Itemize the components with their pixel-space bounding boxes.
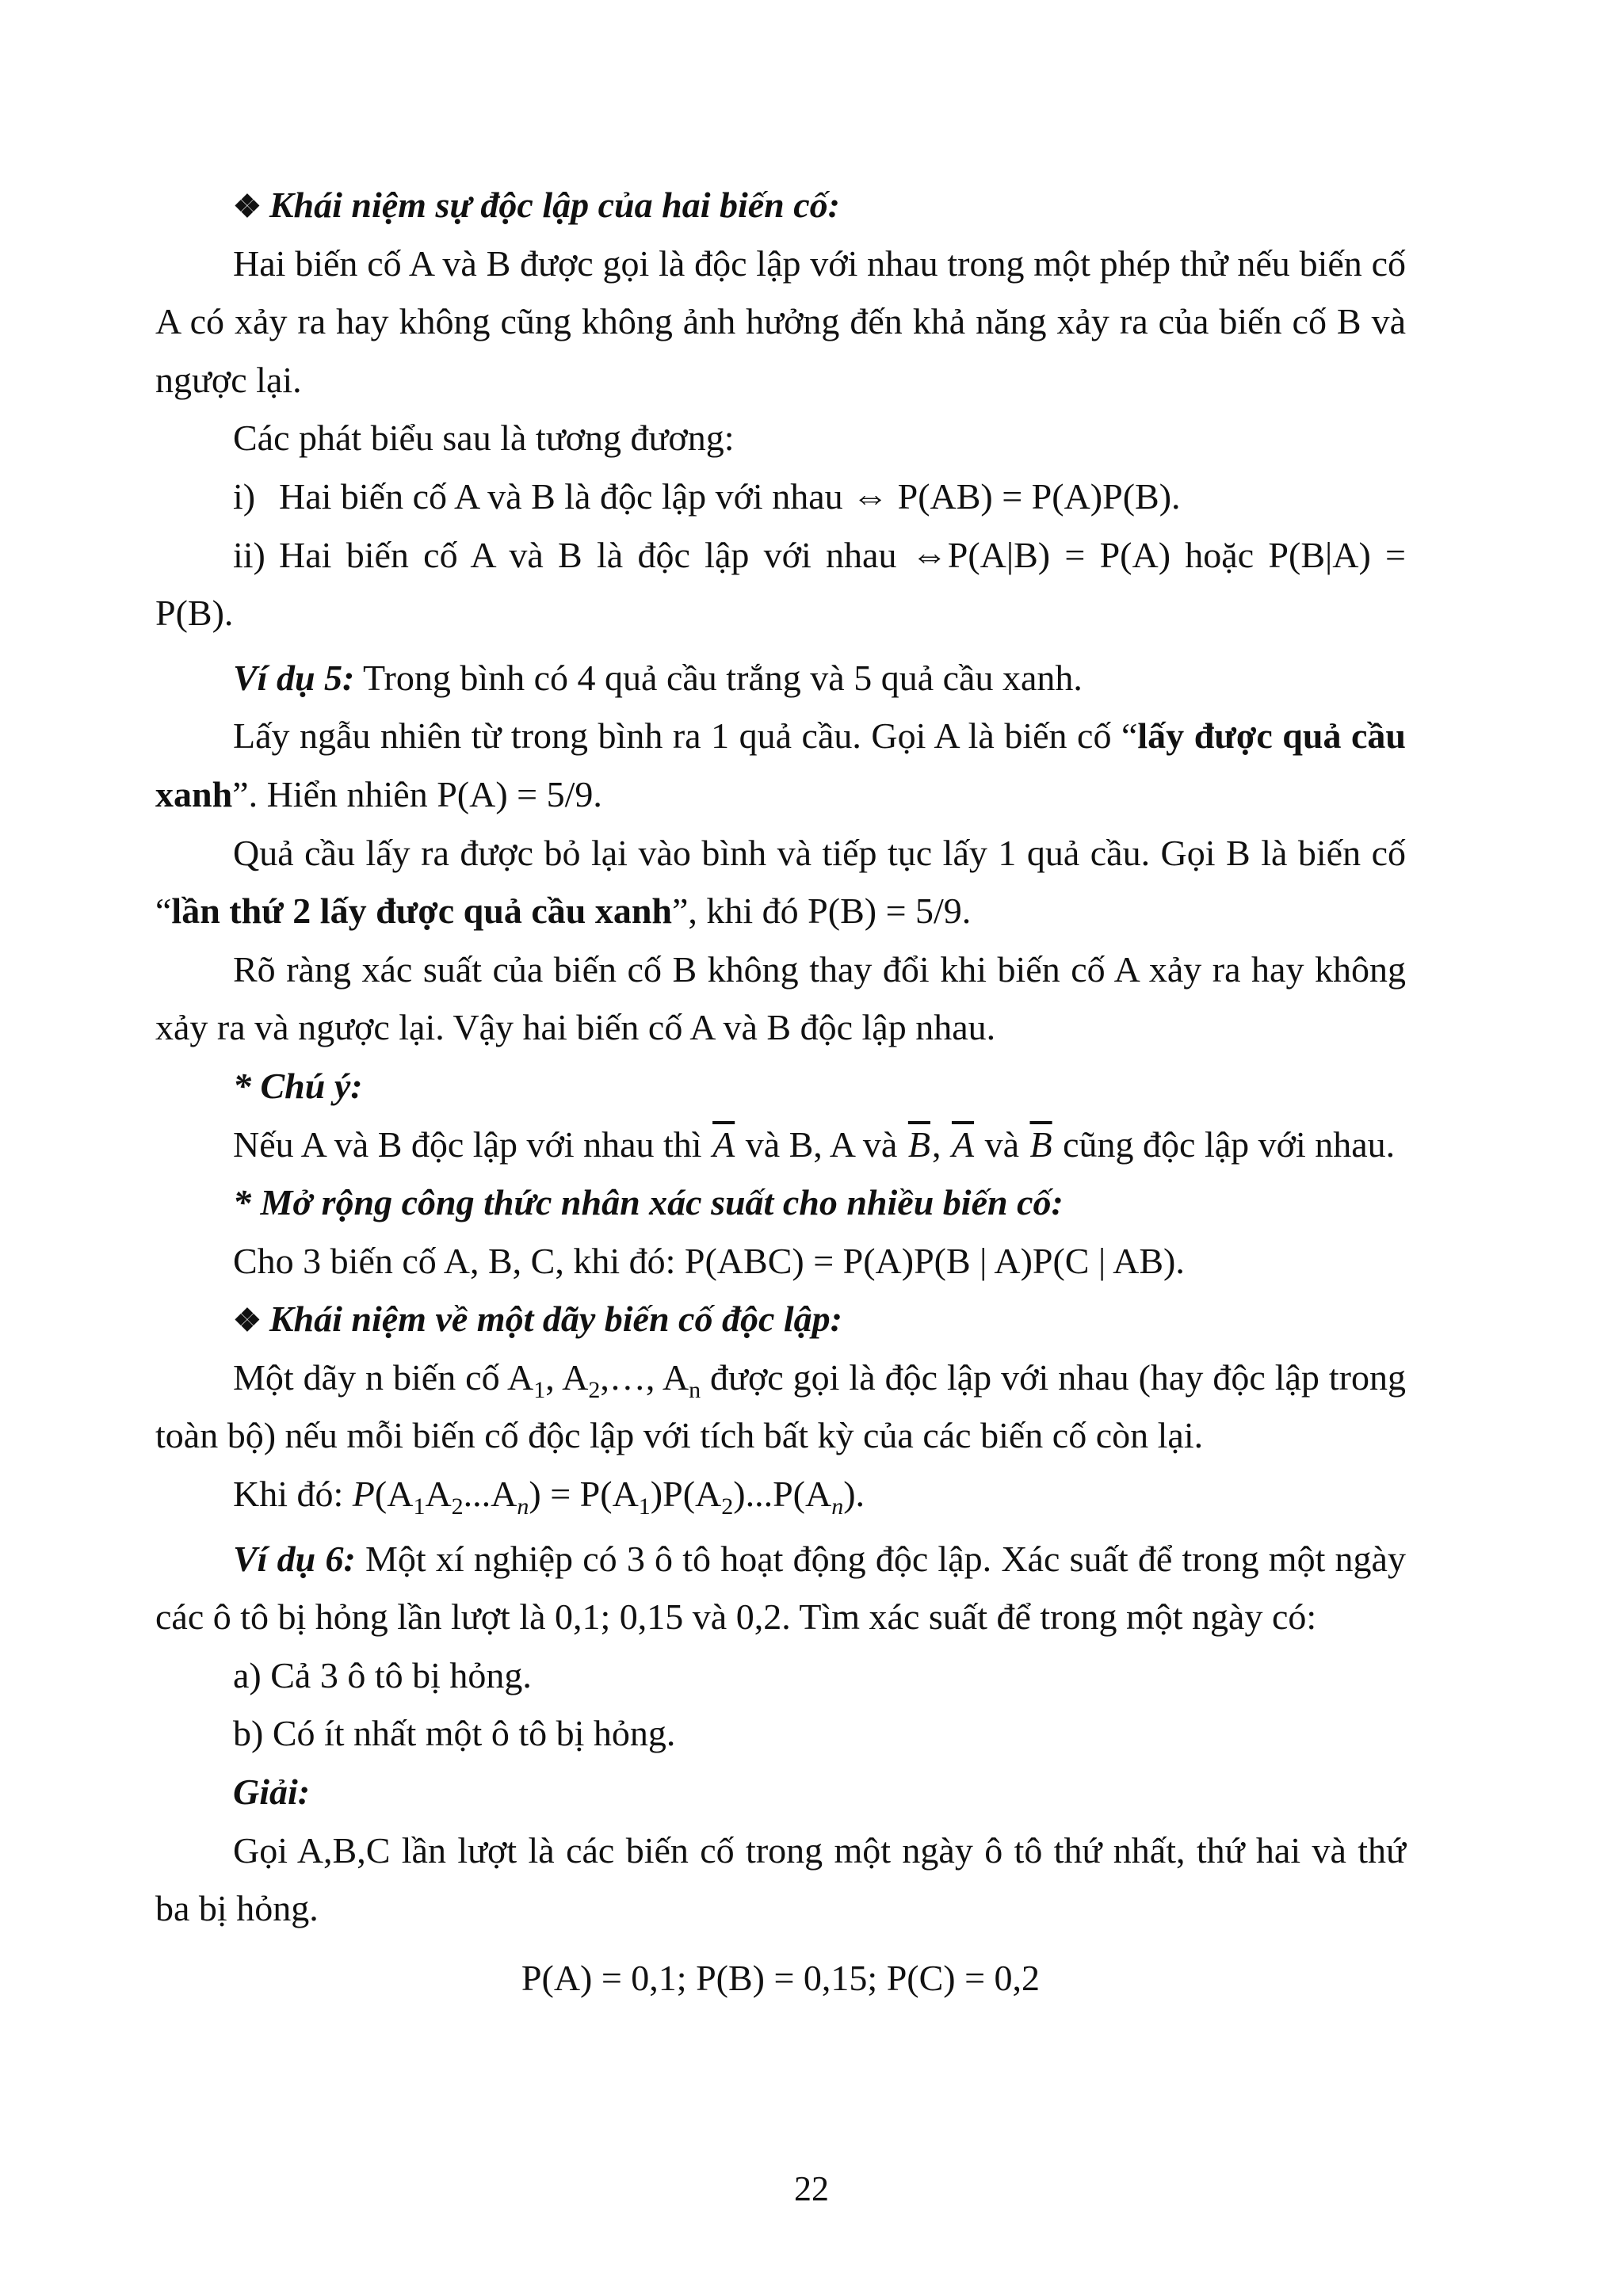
question-b: b) Có ít nhất một ô tô bị hỏng. bbox=[233, 1713, 676, 1754]
paragraph-sequence-formula: Khi đó: $P(A_1A_2...A_n) = P(A_1)P(A_2)...P(A_n)$. bbox=[233, 1474, 865, 1520]
diamond-bullet-icon: ❖ bbox=[233, 1302, 262, 1339]
question-a: a) Cả 3 ô tô bị hỏng. bbox=[233, 1654, 532, 1695]
paragraph-draw-second: Quả cầu lấy ra được bỏ lại vào bình và tiếp tục lấy 1 quả cầu. Gọi B là biến cố “lần thứ 2 lấy được quả cầu xanh”, khi đó P(B) = 5/9. bbox=[155, 832, 1406, 932]
statement-i: i) Hai biến cố A và B là độc lập với nhau ⇔ P(AB) = P(A)P(B). bbox=[233, 475, 1181, 517]
b-bar-symbol: $\overline{B}$ bbox=[907, 1123, 930, 1165]
diamond-bullet-icon: ❖ bbox=[233, 189, 262, 224]
heading-multiplication-rule: * Mở rộng công thức nhân xác suất cho nhiều biến cố: bbox=[233, 1182, 1064, 1223]
page-number: 22 bbox=[794, 2169, 829, 2208]
example-5: Ví dụ 5: Trong bình có 4 quả cầu trắng và 5 quả cầu xanh. bbox=[233, 657, 1083, 698]
page-content bbox=[155, 176, 1406, 2007]
b-bar-symbol: $\overline{B}$ bbox=[1029, 1123, 1052, 1165]
example-6: Ví dụ 6: Một xí nghiệp có 3 ô tô hoạt động độc lập. Xác suất để trong một ngày các ô tô bị hỏng lần lượt là 0,1; 0,15 và 0,2. Tìm xác suất để trong một ngày có: bbox=[155, 1538, 1406, 1638]
solution-heading: Giải: bbox=[233, 1772, 311, 1813]
a-bar-symbol: $\overline{A}$ bbox=[951, 1123, 975, 1165]
statement-ii: ii) Hai biến cố A và B là độc lập với nhau ⇔P(A|B) = P(A) hoặc P(B|A) = P(B). bbox=[155, 534, 1406, 634]
equation-probabilities: P(A) = 0,1; P(B) = 0,15; P(C) = 0,2 bbox=[521, 1957, 1041, 1998]
a-bar-symbol: $\overline{A}$ bbox=[712, 1123, 735, 1165]
paragraph-draw-first: Lấy ngẫu nhiên từ trong bình ra 1 quả cầu. Gọi A là biến cố “lấy được quả cầu xanh”. Hiển nhiên P(A) = 5/9. bbox=[155, 715, 1406, 814]
paragraph-equivalent-statements: Các phát biểu sau là tương đương: bbox=[233, 418, 735, 459]
paragraph-sequence-definition: Một dãy n biến cố $A_1$, $A_2,\dots$, $A_n$ được gọi là độc lập với nhau (hay độc lập trong toàn bộ) nếu mỗi biến cố độc lập với tích bất kỳ của các biến cố còn lại. bbox=[155, 1356, 1406, 1456]
formula-three-events: P(ABC) = P(A)P(B | A)P(C | AB). bbox=[684, 1240, 1185, 1281]
paragraph-conclusion: Rõ ràng xác suất của biến cố B không thay đổi khi biến cố A xảy ra hay không xảy ra và ngược lại. Vậy hai biến cố A và B độc lập nhau. bbox=[155, 948, 1406, 1048]
heading-independence-two-events: ❖ Khái niệm sự độc lập của hai biến cố: bbox=[233, 185, 841, 225]
paragraph-definition: Hai biến cố A và B được gọi là độc lập với nhau trong một phép thử nếu biến cố A có xảy ra hay không cũng không ảnh hưởng đến khả năng xảy ra của biến cố B và ngược lại. bbox=[155, 242, 1406, 400]
paragraph-solution-setup: Gọi A,B,C lần lượt là các biến cố trong một ngày ô tô thứ nhất, thứ hai và thứ ba bị hỏng. bbox=[155, 1829, 1406, 1929]
note-heading: * Chú ý: bbox=[233, 1065, 363, 1106]
heading-sequence-independence: ❖ Khái niệm về một dãy biến cố độc lập: bbox=[233, 1299, 842, 1340]
paragraph-three-events-formula: Cho 3 biến cố A, B, C, khi đó: P(ABC) = P(A)P(B | A)P(C | AB). bbox=[233, 1240, 1185, 1281]
paragraph-complement-independence: Nếu A và B độc lập với nhau thì $\overline{A}$ và B, A và $\overline{B}$, $\overline{A}$ và $\overline{B}$ cũng độc lập với nhau. bbox=[233, 1123, 1396, 1165]
